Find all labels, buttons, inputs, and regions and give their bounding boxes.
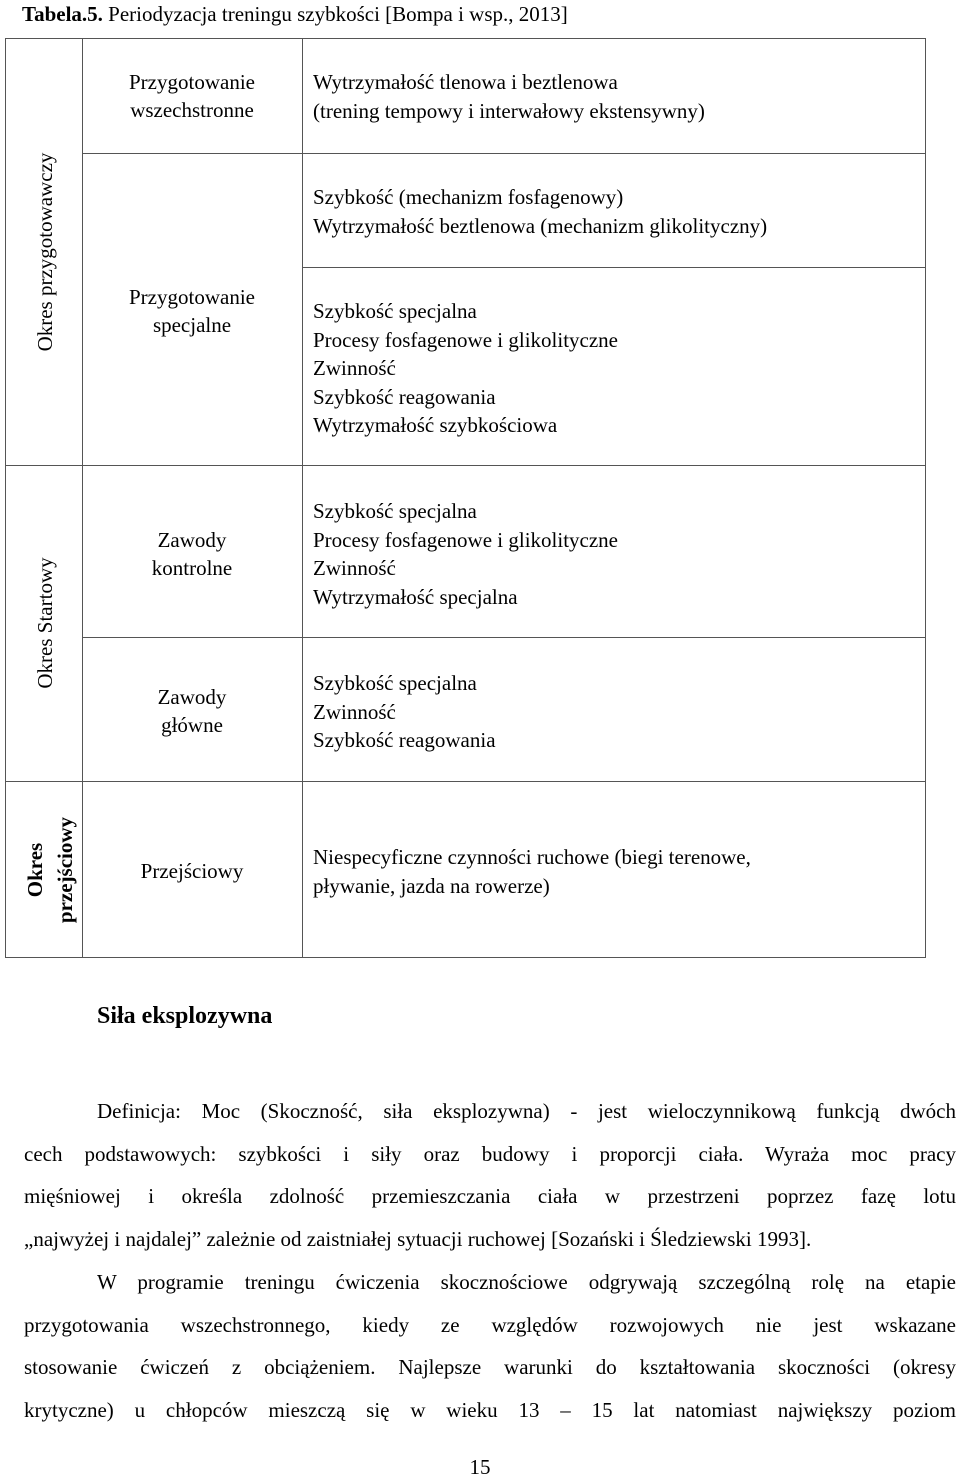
paragraph-program-line3: stosowanie ćwiczeń z obciążeniem. Najlepsze warunki do kształtowania skoczności (okresy (24, 1355, 956, 1380)
paragraph-program (24, 1261, 956, 1431)
content-row6-line1: Niespecyficzne czynności ruchowe (biegi terenowe, (313, 845, 751, 869)
page-number: 15 (469, 1455, 491, 1479)
table-border-right (925, 38, 926, 958)
content-row3-line1: Szybkość specjalna (313, 299, 477, 323)
content-row5 (313, 669, 496, 755)
paragraph-definition-line1: Definicja: Moc (Skoczność, siła eksplozywna) - jest wieloczynnikową funkcją dwóch (97, 1099, 956, 1123)
phase-transition-line1: Przejściowy (140, 859, 244, 883)
content-row5-line3: Szybkość reagowania (313, 728, 496, 752)
table-divider-row1 (82, 153, 925, 154)
phase-general-preparation-line1: Przygotowanie (129, 70, 255, 94)
paragraph-definition-line4: „najwyżej i najdalej” zależnie od zaistniałej sytuacji ruchowej [Sozański i Śledziewski 1993]. (24, 1226, 812, 1251)
table-divider-period1 (5, 465, 925, 466)
paragraph-program-line4: krytyczne) u chłopców mieszczą się w wieku 13 – 15 lat natomiast największy poziom (24, 1397, 956, 1422)
content-row4-line4: Wytrzymałość specjalna (313, 584, 518, 609)
paragraph-program-line2: przygotowania wszechstronnego, kiedy ze względów rozwojowych nie jest wskazane (24, 1312, 956, 1337)
period-competition: Okres Startowy (33, 557, 57, 689)
content-row3-line5: Wytrzymałość szybkościowa (313, 413, 558, 437)
phase-specific-preparation-line2: specjalne (152, 313, 232, 337)
period-transition (20, 805, 80, 935)
table-caption-title: Periodyzacja treningu szybkości [Bompa i wsp., 2013] (102, 2, 568, 26)
table-border-left (5, 38, 6, 958)
paragraph-definition (24, 1090, 956, 1260)
table-caption-label: Tabela.5. (22, 2, 103, 26)
phase-main-competitions (82, 683, 302, 739)
paragraph-definition-line2: cech podstawowych: szybkości i siły oraz budowy i proporcji ciała. Wyraża moc pracy (24, 1141, 956, 1166)
content-row1-line1: Wytrzymałość tlenowa i beztlenowa (313, 70, 618, 94)
period-transition-line2: przejściowy (53, 816, 77, 924)
phase-control-competitions (82, 526, 302, 582)
table-border-bottom (5, 957, 925, 958)
phase-general-preparation-line2: wszechstronne (130, 98, 254, 122)
content-row2-line1: Szybkość (mechanizm fosfagenowy) (313, 185, 624, 209)
content-row4 (313, 497, 618, 611)
phase-control-competitions-line1: Zawody (157, 528, 227, 552)
table-border-top (5, 38, 925, 39)
paragraph-program-line1: W programie treningu ćwiczenia skocznościowe odgrywają szczególną rolę na etapie (97, 1270, 956, 1294)
content-row6 (313, 843, 751, 900)
table-divider-col2 (302, 38, 303, 958)
content-row4-line2: Procesy fosfagenowe i glikolityczne (313, 527, 618, 552)
table-caption (22, 2, 568, 27)
phase-main-competitions-line2: główne (161, 713, 223, 737)
table-divider-col1 (82, 38, 83, 958)
content-row6-line2: pływanie, jazda na rowerze) (313, 873, 550, 898)
content-row1 (313, 68, 705, 125)
phase-main-competitions-line1: Zawody (157, 685, 227, 709)
paragraph-definition-line3: mięśniowej i określa zdolność przemieszczania ciała w przestrzeni poprzez fazę lotu (24, 1184, 956, 1209)
content-row5-line2: Zwinność (313, 699, 396, 724)
phase-control-competitions-line2: kontrolne (151, 556, 233, 580)
content-row4-line1: Szybkość specjalna (313, 499, 477, 523)
content-row3-line2: Procesy fosfagenowe i glikolityczne (313, 327, 618, 352)
content-row5-line1: Szybkość specjalna (313, 671, 477, 695)
content-row2-line2: Wytrzymałość beztlenowa (mechanizm glikolityczny) (313, 213, 768, 238)
content-row3-line3: Zwinność (313, 356, 396, 380)
phase-specific-preparation-line1: Przygotowanie (129, 285, 255, 309)
table-divider-row2 (302, 267, 925, 268)
content-row3 (313, 297, 618, 440)
table-divider-period2 (5, 781, 925, 782)
content-row4-line3: Zwinność (313, 556, 396, 580)
section-heading: Siła eksplozywna (97, 1003, 273, 1029)
phase-specific-preparation (82, 283, 302, 339)
content-row3-line4: Szybkość reagowania (313, 384, 496, 409)
period-transition-line1: Okres (23, 842, 47, 898)
period-preparatory: Okres przygotowawczy (33, 152, 57, 352)
phase-general-preparation (82, 68, 302, 124)
content-row1-line2: (trening tempowy i interwałowy ekstensywny) (313, 98, 705, 123)
content-row2 (313, 183, 767, 240)
table-divider-row4 (82, 637, 925, 638)
phase-transition (82, 857, 302, 885)
